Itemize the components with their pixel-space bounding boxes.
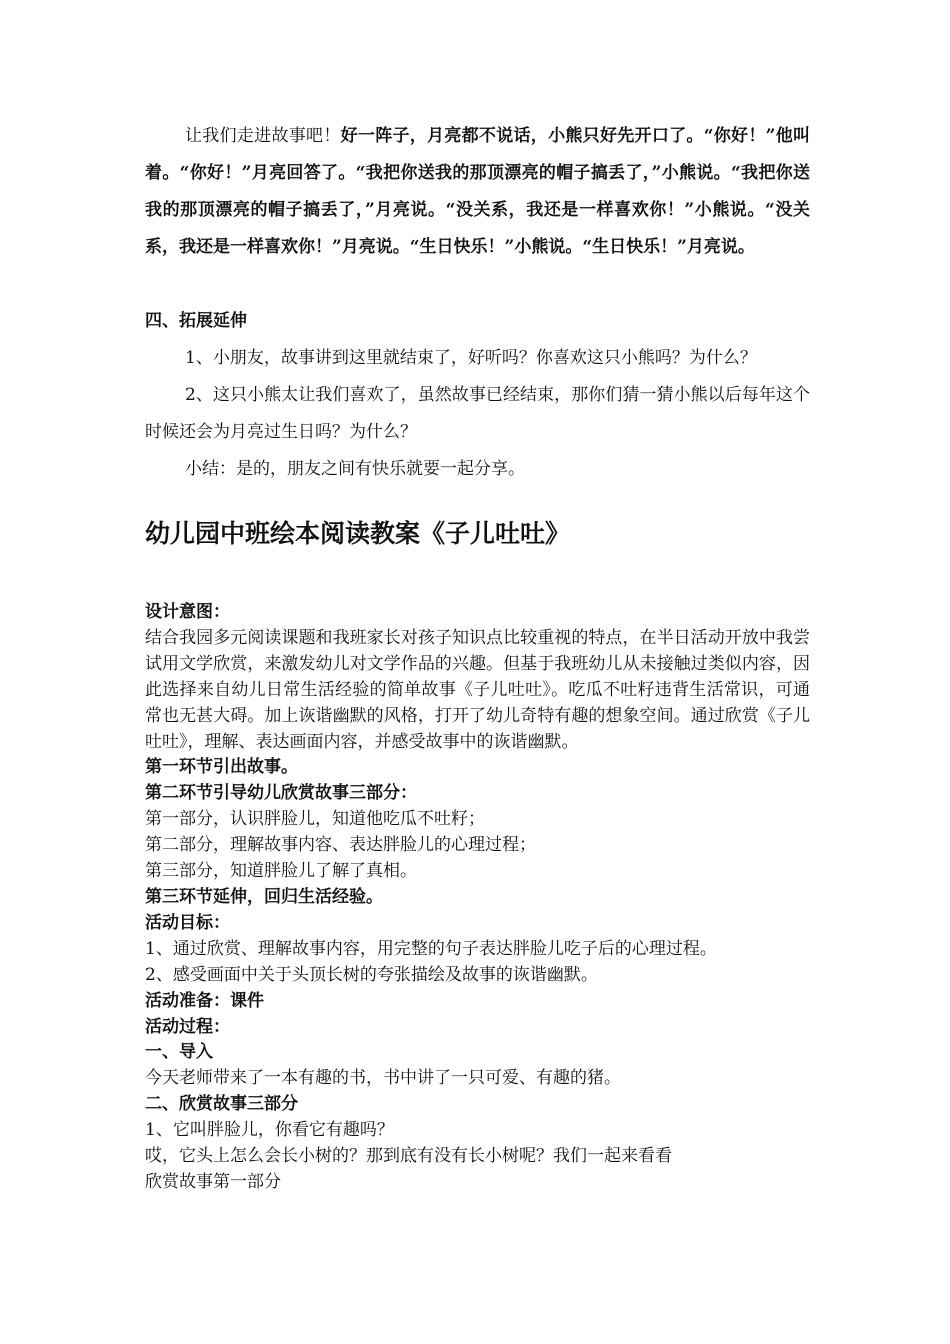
part-2: 第二部分，理解故事内容、表达胖脸儿的心理过程； [145,835,536,856]
intro-text: 今天老师带来了一本有趣的书，书中讲了一只可爱、有趣的猪。 [145,1068,621,1089]
design-text: 结合我园多元阅读课题和我班家长对孩子知识点比较重视的特点，在半日活动开放中我尝试用文学欣赏，来激发幼儿对文学作品的兴趣。但基于我班幼儿从未接触过类似内容，因此选择来自幼儿日常生活经验的简单故事《子儿吐吐》。吃瓜不吐籽违背生活常识，可通常也无甚大碍。加上诙谐幽默的风格，打开了幼儿奇特有趣的想象空间。通过欣赏《子儿吐吐》，理解、表达画面内容，并感受故事中的诙谐幽默。 [145,627,810,752]
part-1: 第一部分，认识胖脸儿，知道他吃瓜不吐籽； [145,809,485,830]
goals-heading: 活动目标： [145,912,230,933]
enjoy-3: 欣赏故事第一部分 [145,1171,281,1192]
summary: 小结：是的，朋友之间有快乐就要一起分享。 [185,459,525,479]
enjoy-1: 1、它叫胖脸儿，你看它有趣吗？ [145,1120,394,1141]
enjoy-2: 哎，它头上怎么会长小树的？那到底有没有长小树呢？我们一起来看看 [145,1146,672,1167]
design-heading: 设计意图： [145,602,230,622]
step-3: 第三环节延伸，回归生活经验。 [145,886,383,907]
process-heading: 活动过程： [145,1016,230,1037]
step-1: 第一环节引出故事。 [145,757,298,778]
extend-item-2: 2、这只小熊太让我们喜欢了，虽然故事已经结束，那你们猜一猜小熊以后每年这个时候还会为月亮过生日吗？为什么？ [145,385,810,442]
story-paragraph [145,118,810,266]
preparation: 活动准备：课件 [145,990,264,1011]
goal-2: 2、感受画面中关于头顶长树的夸张描绘及故事的诙谐幽默。 [145,964,598,985]
lesson-plan [145,600,810,1196]
document-title: 幼儿园中班绘本阅读教案《子儿吐吐》 [145,519,571,548]
goal-1: 1、通过欣赏、理解故事内容，用完整的句子表达胖脸儿吃子后的心理过程。 [145,938,717,959]
intro-heading: 一、导入 [145,1042,213,1063]
heading-extend: 四、拓展延伸 [145,311,247,331]
extend-item-1: 1、小朋友，故事讲到这里就结束了，好听吗？你喜欢这只小熊吗？为什么？ [185,348,757,368]
step-2: 第二环节引导幼儿欣赏故事三部分： [145,783,417,804]
story-passage [145,118,810,266]
story-body: 好一阵子，月亮都不说话，小熊只好先开口了。“你好！”他叫着。“你好！”月亮回答了。“我把你送我的那顶漂亮的帽子搞丢了，”小熊说。“我把你送我的那顶漂亮的帽子搞丢了，”月亮说。“没关系，我还是一样喜欢你！”小熊说。“没关系，我还是一样喜欢你！”月亮说。“生日快乐！”小熊说。“生日快乐！”月亮说。 [145,126,810,257]
story-intro: 让我们走进故事吧！ [185,126,341,146]
extension-section [145,303,810,488]
part-3: 第三部分，知道胖脸儿了解了真相。 [145,861,417,882]
enjoy-heading: 二、欣赏故事三部分 [145,1094,298,1115]
